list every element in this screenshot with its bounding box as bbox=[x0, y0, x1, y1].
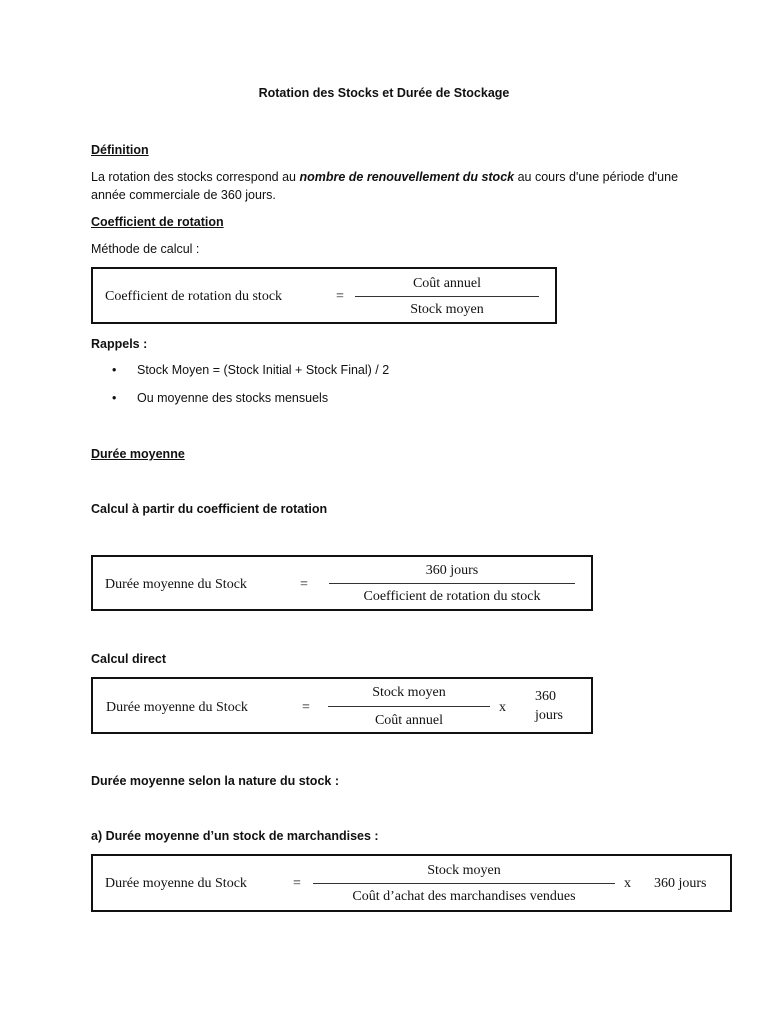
marchandises-label: a) Durée moyenne d’un stock de marchandises : bbox=[91, 829, 379, 843]
days-line1: 360 bbox=[535, 689, 556, 704]
definition-paragraph bbox=[91, 168, 681, 204]
calc-rotation-label: Calcul à partir du coefficient de rotation bbox=[91, 502, 328, 516]
fraction-bar bbox=[355, 296, 539, 297]
formula-lhs: Durée moyenne du Stock bbox=[105, 876, 247, 891]
formula-denominator: Coût annuel bbox=[374, 713, 444, 728]
fraction-bar bbox=[329, 583, 575, 584]
list-item-text: Ou moyenne des stocks mensuels bbox=[137, 391, 329, 405]
multiply-sign: x bbox=[624, 876, 631, 891]
bullet-icon: • bbox=[112, 391, 117, 405]
list-item bbox=[112, 363, 389, 377]
formula-denominator: Coût d’achat des marchandises vendues bbox=[352, 889, 576, 904]
formula-equals: = bbox=[336, 289, 344, 304]
fraction-bar bbox=[313, 883, 615, 884]
definition-emphasis: nombre de renouvellement du stock bbox=[299, 170, 515, 184]
formula-equals: = bbox=[300, 577, 308, 592]
duree-direct-formula-box bbox=[91, 677, 593, 734]
definition-heading: Définition bbox=[91, 143, 149, 157]
days-line2: jours bbox=[535, 708, 563, 723]
formula-lhs: Durée moyenne du Stock bbox=[106, 700, 248, 715]
coefficient-heading: Coefficient de rotation bbox=[91, 215, 224, 229]
list-item bbox=[112, 391, 328, 405]
method-label: Méthode de calcul : bbox=[91, 242, 200, 256]
page-title: Rotation des Stocks et Durée de Stockage bbox=[258, 86, 510, 100]
marchandises-formula-box bbox=[91, 854, 732, 912]
formula-denominator: Stock moyen bbox=[410, 302, 484, 317]
formula-denominator: Coefficient de rotation du stock bbox=[363, 589, 541, 604]
formula-lhs: Coefficient de rotation du stock bbox=[105, 289, 283, 304]
nature-label: Durée moyenne selon la nature du stock : bbox=[91, 774, 339, 788]
formula-equals: = bbox=[302, 700, 310, 715]
fraction-bar bbox=[328, 706, 490, 707]
duree-heading: Durée moyenne bbox=[91, 447, 185, 461]
bullet-icon: • bbox=[112, 363, 117, 377]
multiply-sign: x bbox=[499, 700, 506, 715]
formula-numerator: Stock moyen bbox=[372, 685, 446, 700]
days-label: 360 jours bbox=[654, 876, 707, 891]
list-item-text: Stock Moyen = (Stock Initial + Stock Final) / 2 bbox=[137, 363, 390, 377]
calc-direct-label: Calcul direct bbox=[91, 652, 167, 666]
duree-rotation-formula-box bbox=[91, 555, 593, 611]
rappels-heading: Rappels : bbox=[91, 337, 148, 351]
definition-text-before: La rotation des stocks correspond au bbox=[91, 170, 300, 184]
formula-equals: = bbox=[293, 876, 301, 891]
definition-text-after: au cours d'une période d'une année commerciale de 360 jours. bbox=[91, 170, 679, 202]
formula-numerator: Coût annuel bbox=[412, 276, 482, 291]
formula-numerator: Stock moyen bbox=[427, 863, 501, 878]
formula-lhs: Durée moyenne du Stock bbox=[105, 577, 247, 592]
formula-numerator: 360 jours bbox=[425, 563, 479, 578]
coefficient-formula-box bbox=[91, 267, 557, 324]
